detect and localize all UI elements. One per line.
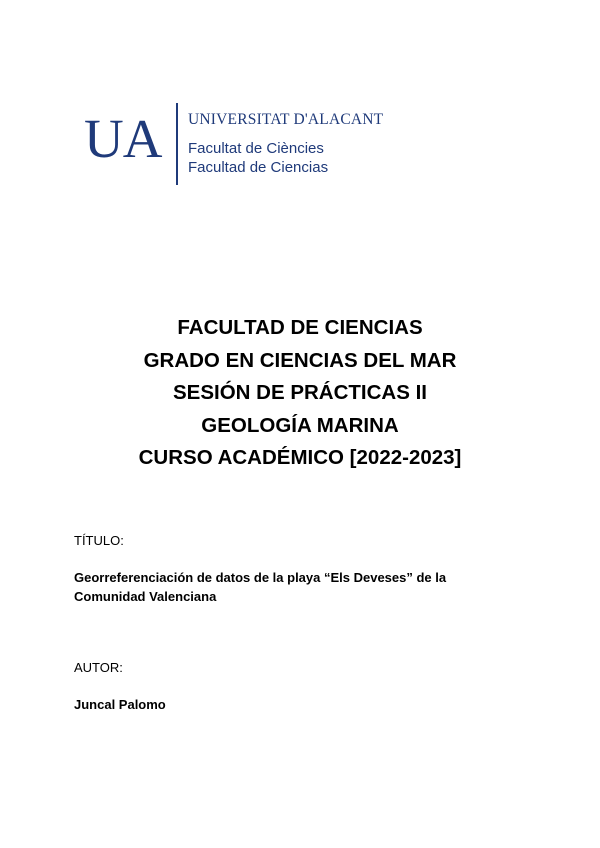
logo-mark: UA — [84, 108, 162, 169]
logo-university-name: UNIVERSITAT D'ALACANT — [188, 111, 384, 128]
title-line-session: SESIÓN DE PRÁCTICAS II — [172, 381, 427, 404]
document-title-line: Comunidad Valenciana — [74, 589, 217, 604]
document-title — [74, 568, 534, 606]
document-title-line: Georreferenciación de datos de la playa “Els Deveses” de la — [74, 570, 447, 585]
author-name: Juncal Palomo — [74, 697, 166, 712]
title-label: TÍTULO: — [74, 533, 124, 548]
author-label: AUTOR: — [74, 660, 123, 675]
title-line-subject: GEOLOGÍA MARINA — [201, 413, 399, 437]
logo-faculty-ca: Facultat de Ciències — [188, 140, 324, 157]
cover-titles — [0, 312, 600, 475]
title-line-year: CURSO ACADÉMICO [2022-2023] — [138, 446, 462, 469]
logo-divider — [176, 103, 178, 185]
logo-text — [188, 111, 383, 177]
title-line-degree: GRADO EN CIENCIAS DEL MAR — [143, 348, 457, 372]
title-line-faculty: FACULTAD DE CIENCIAS — [177, 316, 423, 339]
logo-faculty-es: Facultad de Ciencias — [188, 159, 329, 176]
